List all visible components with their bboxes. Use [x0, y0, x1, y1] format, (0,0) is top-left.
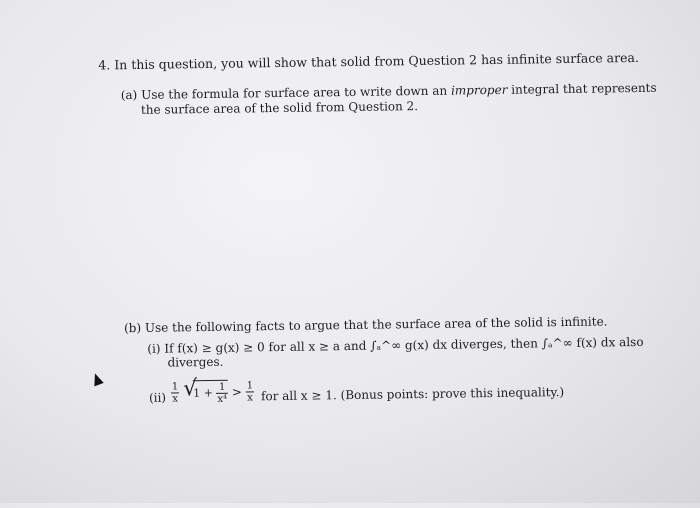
part-a-text-1-rest: integral that represents	[511, 81, 657, 97]
question-number: 4.	[98, 57, 110, 72]
fraction-one-over-x-rhs: $\frac{1}{x}$	[246, 380, 255, 403]
fact-ii-label: (ii)	[149, 391, 166, 405]
fact-i-label: (i)	[147, 342, 160, 356]
fact-ii-text: for all x ≥ 1. (Bonus points: prove this inequality.)	[261, 385, 564, 403]
part-a-emphasis: improper	[451, 83, 508, 98]
part-b-text: Use the following facts to argue that the surface area of the solid is infinite.	[145, 314, 608, 334]
fact-i-line-1	[147, 335, 643, 356]
part-b-label: (b)	[124, 321, 141, 335]
greater-than-sign: >	[232, 385, 242, 399]
part-a-label: (a)	[121, 88, 138, 102]
square-root: √ 1 + $\frac{1}{\text{x⁴}}$	[183, 380, 228, 406]
radical-sign-icon: √	[183, 378, 197, 400]
fraction-one-over-x4: $\frac{1}{\text{x⁴}}$	[216, 382, 228, 405]
part-a-text-1: Use the formula for surface area to write down an	[141, 84, 447, 102]
part-a-line-2: the surface area of the solid from Question 2.	[141, 99, 418, 117]
fact-ii-inequality	[171, 379, 255, 405]
question-intro-text: In this question, you will show that solid from Question 2 has infinite surface area.	[114, 50, 639, 72]
fact-i-line-2: diverges.	[167, 355, 223, 370]
question-4-intro	[98, 51, 639, 73]
fraction-one-over-x: $\frac{1}{x}$	[171, 381, 180, 404]
fact-i-text: If f(x) ≥ g(x) ≥ 0 for all x ≥ a and ∫ₐ^∞ g(x) dx diverges, then ∫ₐ^∞ f(x) dx also	[164, 335, 643, 356]
part-b-line-1	[124, 314, 608, 335]
